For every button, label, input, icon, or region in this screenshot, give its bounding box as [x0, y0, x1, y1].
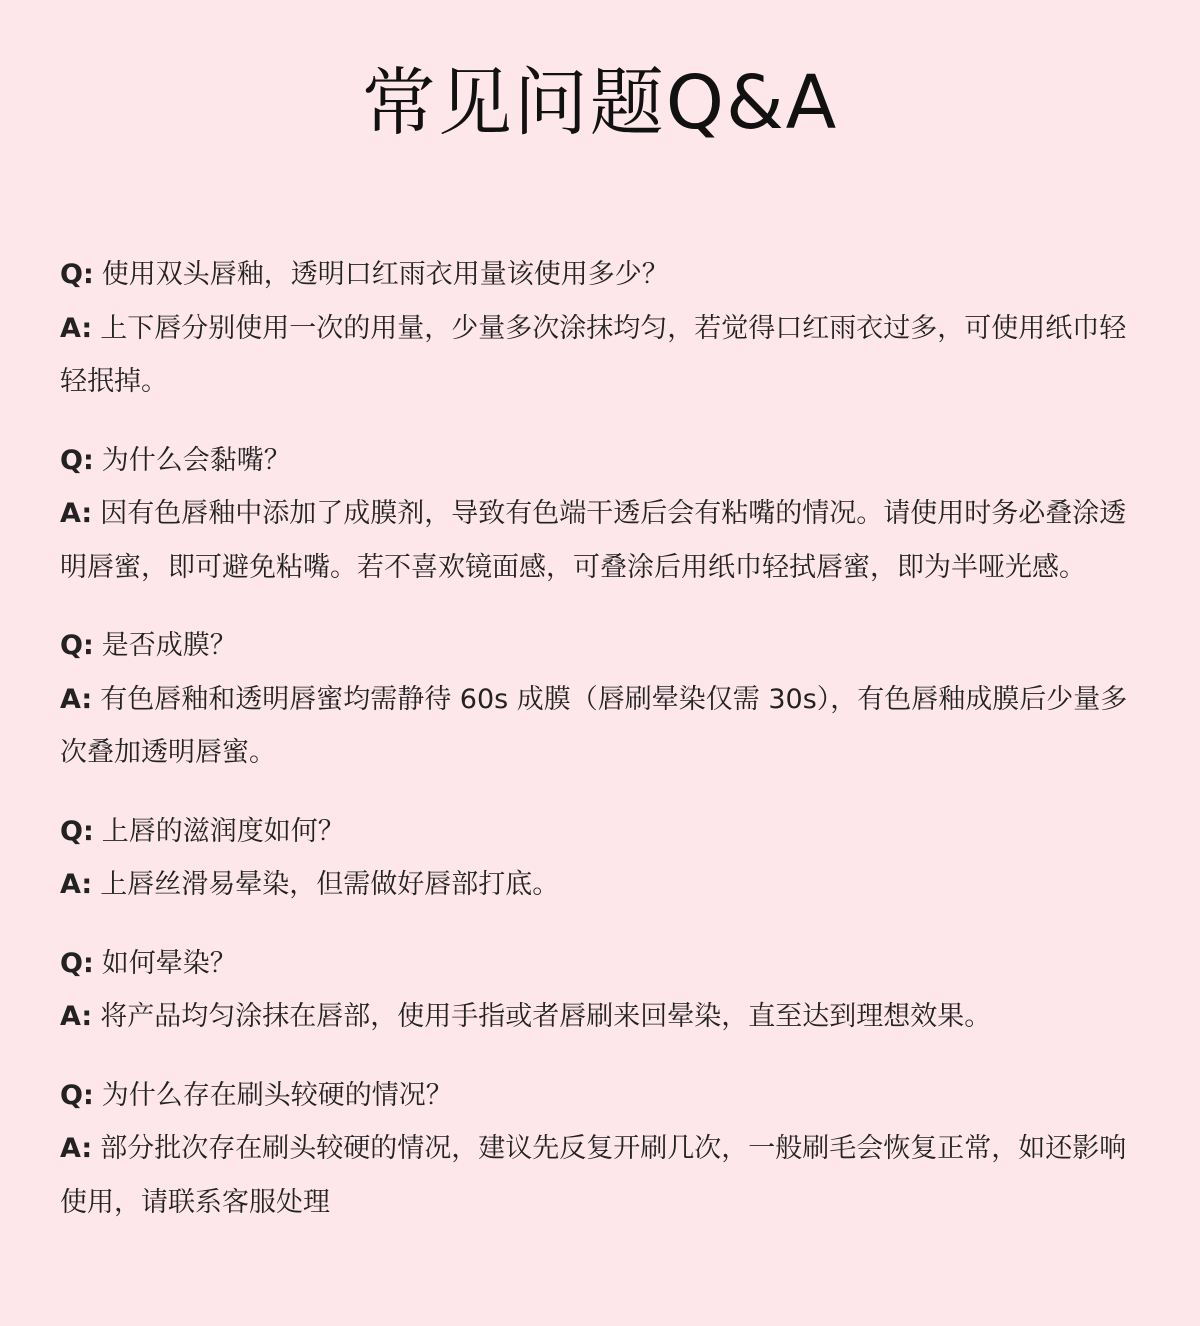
- question-prefix: Q:: [60, 1079, 94, 1111]
- question: [60, 248, 1140, 302]
- qa-item: [60, 937, 1140, 1044]
- question: [60, 937, 1140, 991]
- page-title: 常见问题Q&A: [361, 60, 839, 146]
- answer-prefix: A:: [60, 1133, 93, 1164]
- answer-text: 有色唇釉和透明唇蜜均需静待 60s 成膜（唇刷晕染仅需 30s），有色唇釉成膜后少量多次叠加透明唇蜜。: [60, 683, 1128, 768]
- answer-prefix: A:: [60, 312, 93, 344]
- question-text: 是否成膜？: [101, 630, 237, 661]
- answer: [60, 858, 1140, 912]
- qa-item: [60, 805, 1140, 912]
- question-text: 为什么会黏嘴？: [101, 444, 291, 476]
- qa-item: [60, 248, 1140, 409]
- qa-item: [60, 1069, 1140, 1230]
- question-text: 上唇的滋润度如何？: [101, 815, 345, 847]
- answer-text: 上下唇分别使用一次的用量，少量多次涂抹均匀，若觉得口红雨衣过多，可使用纸巾轻轻抿掉。: [60, 312, 1127, 397]
- answer-prefix: A:: [60, 1001, 93, 1032]
- answer-text: 上唇丝滑易晕染，但需做好唇部打底。: [100, 869, 560, 900]
- question: [60, 1069, 1140, 1123]
- question-prefix: Q:: [60, 444, 94, 476]
- question-prefix: Q:: [60, 815, 94, 847]
- question-text: 如何晕染？: [101, 947, 237, 979]
- question: [60, 619, 1140, 673]
- answer: [60, 990, 1140, 1044]
- answer: [60, 673, 1140, 780]
- question-prefix: Q:: [60, 630, 94, 661]
- question-prefix: Q:: [60, 259, 94, 290]
- qa-list: [60, 248, 1140, 1254]
- answer: [60, 1122, 1140, 1229]
- answer-text: 因有色唇釉中添加了成膜剂，导致有色端干透后会有粘嘴的情况。请使用时务必叠涂透明唇蜜，即可避免粘嘴。若不喜欢镜面感，可叠涂后用纸巾轻拭唇蜜，即为半哑光感。: [60, 498, 1127, 583]
- qa-item: [60, 619, 1140, 780]
- answer: [60, 487, 1140, 594]
- question-prefix: Q:: [60, 947, 94, 979]
- answer: [60, 302, 1140, 409]
- answer-text: 将产品均匀涂抹在唇部，使用手指或者唇刷来回晕染，直至达到理想效果。: [100, 1001, 992, 1032]
- question-text: 使用双头唇釉，透明口红雨衣用量该使用多少？: [101, 259, 669, 290]
- answer-text: 部分批次存在刷头较硬的情况，建议先反复开刷几次，一般刷毛会恢复正常，如还影响使用，请联系客服处理: [60, 1133, 1127, 1218]
- question: [60, 434, 1140, 488]
- question-text: 为什么存在刷头较硬的情况？: [101, 1079, 453, 1111]
- answer-prefix: A:: [60, 498, 93, 529]
- answer-prefix: A:: [60, 869, 93, 900]
- answer-prefix: A:: [60, 683, 93, 715]
- qa-item: [60, 434, 1140, 595]
- question: [60, 805, 1140, 859]
